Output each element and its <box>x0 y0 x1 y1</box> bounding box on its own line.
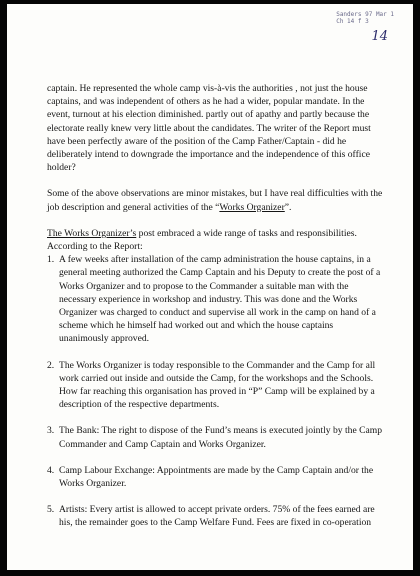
section-intro-line2: According to the Report: <box>47 241 143 253</box>
archive-ref-line1: Sanders 97 Mar 1 <box>336 11 394 18</box>
archive-ref-line2: Ch 14 f 3 <box>336 18 369 25</box>
list-item-5 <box>47 503 383 529</box>
paragraph-2-end: ”. <box>284 201 292 213</box>
document-page <box>7 4 413 570</box>
paragraph-2 <box>47 187 383 213</box>
section-intro-rest: post embraced a wide range of tasks and responsibilities. <box>136 227 357 239</box>
archive-reference-annotation <box>336 11 394 25</box>
works-organizer-underlined: Works Organizer <box>219 201 285 213</box>
list-item-number: 3. <box>47 425 55 437</box>
list-item-number: 1. <box>47 254 55 266</box>
document-body <box>47 82 383 530</box>
list-item-text: The Works Organizer is today responsible to the Commander and the Camp for all work carried out inside and outside the Camp, for the workshops and the Schools. How far reaching this organisation has proved in “P” Camp will be explained by a description of the respective departments. <box>59 359 376 411</box>
list-item-number: 4. <box>47 464 55 476</box>
list-item-number: 5. <box>47 504 55 516</box>
list-item-text: Camp Labour Exchange: Appointments are made by the Camp Captain and/or the Works Organizer. <box>59 464 374 490</box>
list-item-number: 2. <box>47 359 55 371</box>
handwritten-page-number: 14 <box>371 29 388 44</box>
list-item-2 <box>47 359 383 412</box>
list-item-4 <box>47 464 383 490</box>
list-item-text: A few weeks after installation of the camp administration the house captains, in a general meeting authorized the Camp Captain and his Deputy to create the post of a Works Organizer and to propose to the Commander a suitable man with the necessary experience in workshop and industry. This was done and the Works Organizer was charged to conduct and supervise all work in the camp on hand of a scheme which he himself had worked out and which the house captains unanimously approved. <box>59 254 381 345</box>
paragraph-1: captain. He represented the whole camp vis-à-vis the authorities , not just the house captains, and was independent of others as he had a wider, popular mandate. In the event, turnout at his election diminished. partly out of apathy and partly because the electorate really knew very little about the candidates. The writer of the Report must have been perfectly aware of the position of the Camp Father/Captain - did he deliberately intend to downgrade the importance and the independence of this office holder? <box>47 83 371 174</box>
section-intro <box>47 227 383 240</box>
list-item-1 <box>47 253 383 345</box>
section-heading: The Works Organizer’s <box>47 227 137 239</box>
paragraph-2-text: Some of the above observations are minor mistakes, but I have real difficulties with the job description and general activities of the “ <box>47 188 383 213</box>
list-item-text: The Bank: The right to dispose of the Fund’s means is executed jointly by the Camp Commander and Camp Captain and Works Organizer. <box>59 425 383 450</box>
list-item-text: Artists: Every artist is allowed to accept private orders. 75% of the fees earned are his, the remainder goes to the Camp Welfare Fund. Fees are fixed in co-operation <box>59 504 375 529</box>
list-item-3 <box>47 424 383 450</box>
